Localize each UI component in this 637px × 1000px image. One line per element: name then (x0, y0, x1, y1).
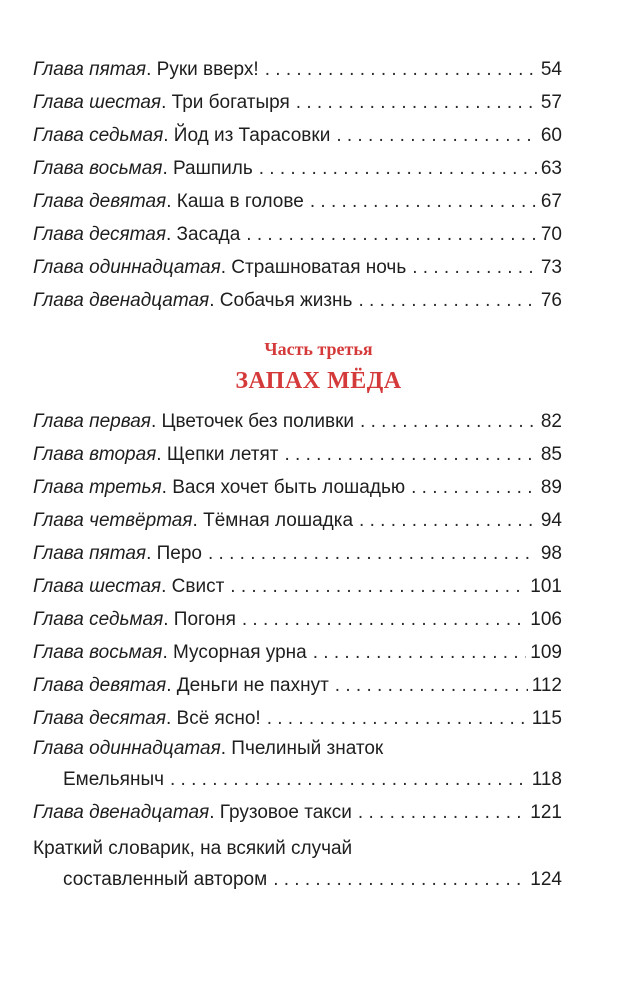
toc-entry[interactable]: Глава седьмая . Йод из Тарасовки . . . 60 (33, 119, 562, 152)
chapter-title: Страшноватая ночь (231, 257, 407, 278)
leader-dots (296, 86, 537, 119)
chapter-title: Вася хочет быть лошадью (172, 477, 406, 498)
leader-dots (358, 796, 526, 829)
chapter-title-part: Емельяныч (63, 769, 164, 790)
chapter-title: Йод из Тарасовки (173, 125, 331, 146)
chapter-title: Щепки летят (166, 444, 279, 465)
toc-entry[interactable]: Глава десятая . Засада . . . 70 (33, 218, 562, 251)
leader-dots (336, 119, 537, 152)
toc-entry-line (33, 863, 562, 896)
page-number: 67 (540, 191, 562, 212)
page-number: 109 (530, 642, 562, 663)
toc-entry[interactable]: Глава двенадцатая . Грузовое такси . . . 121 (33, 796, 562, 829)
chapter-number: Глава вторая (33, 444, 157, 465)
toc-entry[interactable]: Глава третья . Вася хочет быть лошадью . . . 89 (33, 471, 562, 504)
leader-dots (273, 863, 526, 896)
page-number: 101 (530, 576, 562, 597)
page-number: 70 (540, 224, 562, 245)
leader-dots (310, 185, 537, 218)
chapter-number: Глава шестая (33, 92, 162, 113)
chapter-number: Глава одиннадцатая (33, 738, 221, 759)
toc-entry[interactable]: Глава пятая . Руки вверх! . . . 54 (33, 53, 562, 86)
chapter-title: Грузовое такси (219, 802, 352, 823)
chapter-number: Глава одиннадцатая (33, 257, 221, 278)
toc-entry[interactable]: Глава пятая . Перо . . . 98 (33, 537, 562, 570)
chapter-number: Глава десятая (33, 224, 166, 245)
page-number: 115 (531, 708, 562, 729)
toc-entry-line (33, 763, 562, 796)
leader-dots (170, 763, 528, 796)
page-number: 121 (530, 802, 562, 823)
leader-dots (358, 284, 536, 317)
toc-entry-line (33, 835, 562, 863)
toc-section-part-three (33, 405, 562, 896)
chapter-number: Глава девятая (33, 191, 167, 212)
leader-dots (284, 438, 536, 471)
part-title: ЗАПАХ МЁДА (235, 368, 402, 394)
chapter-title: Погоня (173, 609, 236, 630)
page-number: 85 (540, 444, 562, 465)
chapter-number: Глава двенадцатая (33, 290, 210, 311)
toc-entry[interactable]: Глава девятая . Деньги не пахнут . . . 112 (33, 669, 562, 702)
toc-entry[interactable]: Глава двенадцатая . Собачья жизнь . . . 76 (33, 284, 562, 317)
page-number: 57 (540, 92, 562, 113)
chapter-number: Глава четвёртая (33, 510, 193, 531)
toc-entry-line: Глава одиннадцатая . Пчелиный знаток (33, 735, 562, 763)
leader-dots (265, 53, 537, 86)
chapter-title: Собачья жизнь (219, 290, 353, 311)
page-number: 89 (540, 477, 562, 498)
toc-entry[interactable]: Глава девятая . Каша в голове . . . 67 (33, 185, 562, 218)
toc-entry-multiline[interactable] (33, 735, 562, 796)
chapter-number: Глава десятая (33, 708, 166, 729)
chapter-title: Три богатыря (171, 92, 290, 113)
chapter-number: Глава восьмая (33, 158, 163, 179)
chapter-title: Деньги не пахнут (176, 675, 329, 696)
toc-entry[interactable]: Глава шестая . Три богатыря . . . 57 (33, 86, 562, 119)
page-number: 118 (531, 769, 562, 790)
chapter-number: Глава пятая (33, 59, 147, 80)
toc-entry-glossary[interactable] (33, 835, 562, 896)
toc-entry[interactable]: Глава первая . Цветочек без поливки . . . 82 (33, 405, 562, 438)
toc-entry[interactable]: Глава восьмая . Рашпиль . . . 63 (33, 152, 562, 185)
chapter-number: Глава седьмая (33, 609, 164, 630)
page-number: 94 (540, 510, 562, 531)
toc-entry[interactable]: Глава десятая . Всё ясно! . . . 115 (33, 702, 562, 735)
chapter-number: Глава шестая (33, 576, 162, 597)
leader-dots (267, 702, 528, 735)
page-number: 98 (540, 543, 562, 564)
page-number: 106 (530, 609, 562, 630)
chapter-title-part: Пчелиный знаток (231, 738, 384, 759)
leader-dots (359, 504, 537, 537)
chapter-title: Засада (176, 224, 241, 245)
leader-dots (335, 669, 528, 702)
toc-entry[interactable]: Глава седьмая . Погоня . . . 106 (33, 603, 562, 636)
chapter-title: Свист (171, 576, 225, 597)
chapter-number: Глава девятая (33, 675, 167, 696)
toc-entry[interactable]: Глава восьмая . Мусорная урна . . . 109 (33, 636, 562, 669)
leader-dots (411, 471, 537, 504)
leader-dots (242, 603, 526, 636)
glossary-title-part: Краткий словарик, на всякий случай (33, 838, 353, 859)
page-number: 124 (530, 869, 562, 890)
chapter-number: Глава пятая (33, 543, 147, 564)
leader-dots (412, 251, 537, 284)
page-number: 82 (540, 411, 562, 432)
chapter-title: Мусорная урна (173, 642, 307, 663)
toc-entry[interactable]: Глава вторая . Щепки летят . . . 85 (33, 438, 562, 471)
chapter-title: Цветочек без поливки (161, 411, 355, 432)
page-number: 54 (540, 59, 562, 80)
page-number: 60 (540, 125, 562, 146)
leader-dots (360, 405, 537, 438)
chapter-title: Тёмная лошадка (203, 510, 354, 531)
toc-entry[interactable]: Глава четвёртая . Тёмная лошадка . . . 94 (33, 504, 562, 537)
page-number: 73 (540, 257, 562, 278)
chapter-title: Рашпиль (173, 158, 253, 179)
leader-dots (246, 218, 537, 251)
chapter-number: Глава третья (33, 477, 162, 498)
page-number: 112 (531, 675, 562, 696)
toc-section-part-two-end (33, 53, 562, 317)
chapter-title: Каша в голове (176, 191, 304, 212)
chapter-number: Глава первая (33, 411, 151, 432)
chapter-title: Перо (156, 543, 202, 564)
part-label: Часть третья (264, 339, 373, 359)
leader-dots (313, 636, 527, 669)
toc-entry[interactable]: Глава одиннадцатая . Страшноватая ночь . . . 73 (33, 251, 562, 284)
chapter-title: Всё ясно! (176, 708, 261, 729)
page-number: 76 (540, 290, 562, 311)
leader-dots (259, 152, 537, 185)
leader-dots (230, 570, 526, 603)
page-number: 63 (540, 158, 562, 179)
toc-entry[interactable]: Глава шестая . Свист . . . 101 (33, 570, 562, 603)
chapter-number: Глава восьмая (33, 642, 163, 663)
chapter-title: Руки вверх! (156, 59, 259, 80)
leader-dots (208, 537, 537, 570)
chapter-number: Глава седьмая (33, 125, 164, 146)
chapter-number: Глава двенадцатая (33, 802, 210, 823)
glossary-title-part: составленный автором (63, 869, 268, 890)
